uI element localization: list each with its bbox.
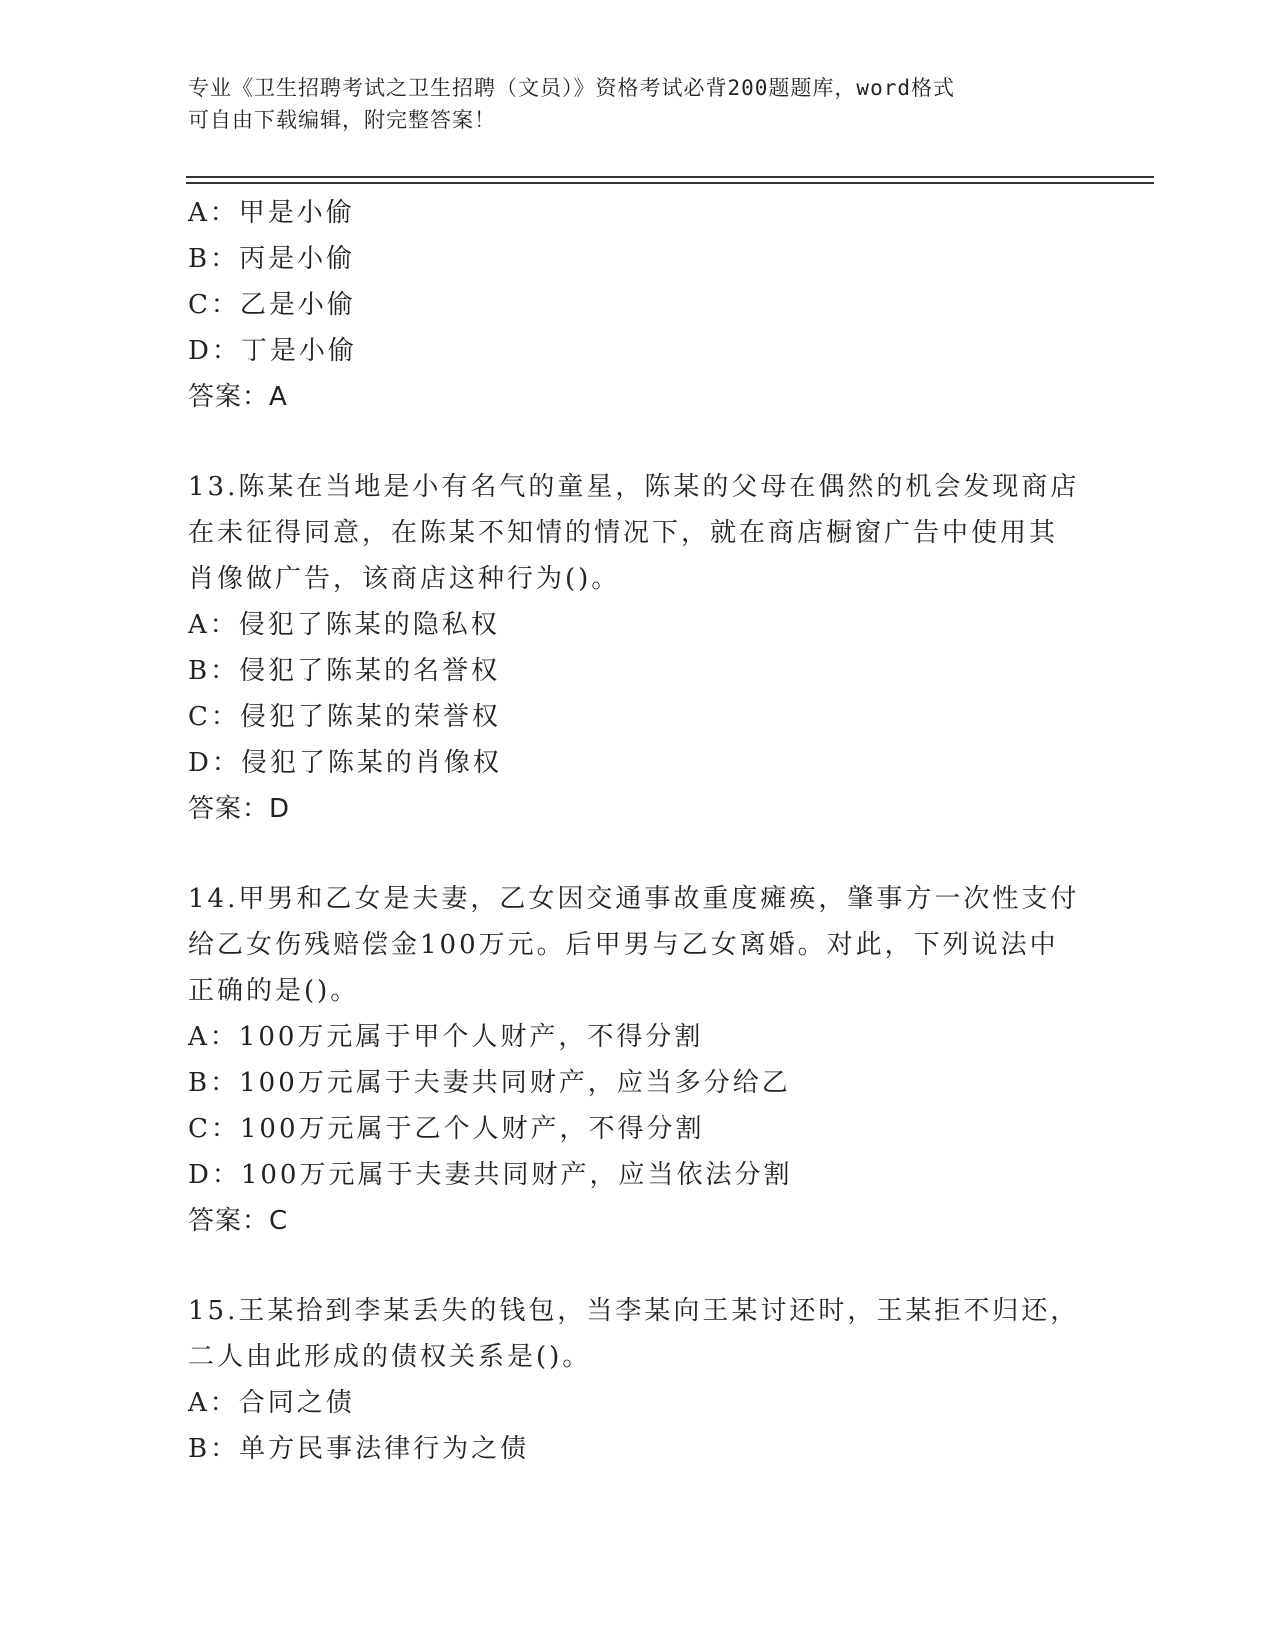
answer: 答案：A <box>188 382 288 412</box>
answer: 答案：D <box>188 794 291 824</box>
option-b: B：单方民事法律行为之债 <box>188 1434 530 1464</box>
question-stem-line: 给乙女伤残赔偿金100万元。后甲男与乙女离婚。对此，下列说法中 <box>188 930 1059 960</box>
option-c: C：100万元属于乙个人财产，不得分割 <box>188 1114 705 1144</box>
question-stem-line: 13.陈某在当地是小有名气的童星，陈某的父母在偶然的机会发现商店 <box>188 472 1080 502</box>
question-stem-line: 肖像做广告，该商店这种行为()。 <box>188 564 621 594</box>
header-line-1: 专业《卫生招聘考试之卫生招聘（文员）》资格考试必背200题题库，word格式 <box>188 76 955 100</box>
option-a: A：侵犯了陈某的隐私权 <box>188 610 500 640</box>
question-12 <box>188 190 1088 420</box>
option-c: C：侵犯了陈某的荣誉权 <box>188 702 501 732</box>
option-d: D：侵犯了陈某的肖像权 <box>188 748 502 778</box>
option-c: C：乙是小偷 <box>188 290 356 320</box>
header-rule-bottom <box>186 182 1154 184</box>
document-header <box>188 72 1068 136</box>
question-stem-line: 在未征得同意，在陈某不知情的情况下，就在商店橱窗广告中使用其 <box>188 518 1059 548</box>
option-b: B：100万元属于夫妻共同财产，应当多分给乙 <box>188 1068 791 1098</box>
question-15 <box>188 1288 1088 1472</box>
question-stem-line: 15.王某拾到李某丢失的钱包，当李某向王某讨还时，王某拒不归还， <box>188 1296 1080 1326</box>
question-14 <box>188 876 1088 1244</box>
option-d: D：丁是小偷 <box>188 336 357 366</box>
question-content <box>188 190 1088 1472</box>
question-stem-line: 二人由此形成的债权关系是()。 <box>188 1342 592 1372</box>
option-a: A：甲是小偷 <box>188 198 355 228</box>
option-d: D：100万元属于夫妻共同财产，应当依法分割 <box>188 1160 793 1190</box>
answer: 答案：C <box>188 1206 289 1236</box>
option-a: A：100万元属于甲个人财产，不得分割 <box>188 1022 704 1052</box>
option-b: B：丙是小偷 <box>188 244 356 274</box>
option-b: B：侵犯了陈某的名誉权 <box>188 656 501 686</box>
question-stem-line: 14.甲男和乙女是夫妻，乙女因交通事故重度瘫痪，肇事方一次性支付 <box>188 884 1080 914</box>
header-line-2: 可自由下载编辑，附完整答案！ <box>188 108 496 132</box>
question-13 <box>188 464 1088 832</box>
header-rule-top <box>186 176 1154 178</box>
option-a: A：合同之债 <box>188 1388 355 1418</box>
question-stem-line: 正确的是()。 <box>188 976 360 1006</box>
